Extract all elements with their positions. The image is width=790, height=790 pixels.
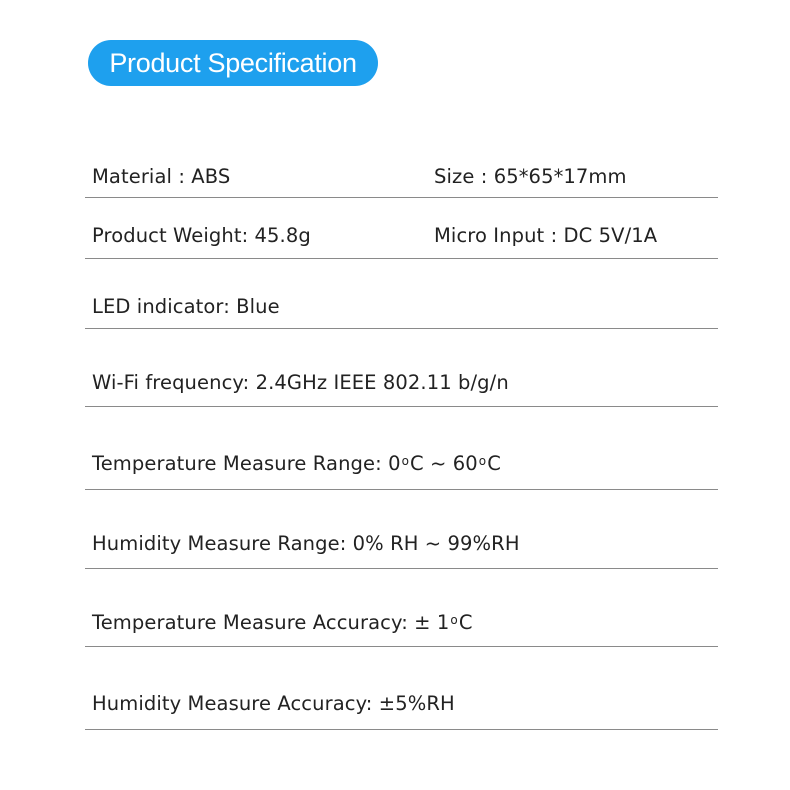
spec-row-temp-accuracy [85, 569, 718, 647]
spec-material: Material : ABS [92, 165, 231, 188]
spec-micro-input: Micro Input : DC 5V/1A [434, 224, 658, 247]
section-title-badge [88, 40, 378, 86]
degree-symbol: o [401, 454, 410, 468]
spec-temp-range-mid: C ~ 60 [410, 452, 478, 475]
degree-symbol: o [478, 454, 487, 468]
spec-temp-range [92, 452, 501, 475]
spec-row-wifi [85, 329, 718, 407]
spec-temp-accuracy-prefix: Temperature Measure Accuracy: ± 1 [92, 611, 450, 634]
spec-temp-accuracy-suffix: C [458, 611, 473, 634]
spec-hum-range: Humidity Measure Range: 0% RH ~ 99%RH [92, 532, 520, 555]
spec-temp-range-prefix: Temperature Measure Range: 0 [92, 452, 401, 475]
spec-hum-accuracy: Humidity Measure Accuracy: ±5%RH [92, 692, 455, 715]
spec-wifi: Wi-Fi frequency: 2.4GHz IEEE 802.11 b/g/n [92, 371, 509, 394]
spec-row-hum-accuracy [85, 647, 718, 730]
spec-led: LED indicator: Blue [92, 295, 280, 318]
section-title: Product Specification [109, 48, 357, 78]
spec-temp-accuracy [92, 611, 473, 634]
spec-temp-range-suffix: C [487, 452, 501, 475]
spec-weight: Product Weight: 45.8g [92, 224, 311, 247]
spec-row-weight-input [85, 198, 718, 259]
spec-row-led [85, 259, 718, 329]
degree-symbol: o [450, 613, 458, 627]
spec-row-material-size [85, 160, 718, 198]
spec-size: Size : 65*65*17mm [434, 165, 627, 188]
spec-row-hum-range [85, 490, 718, 569]
spec-row-temp-range [85, 407, 718, 490]
